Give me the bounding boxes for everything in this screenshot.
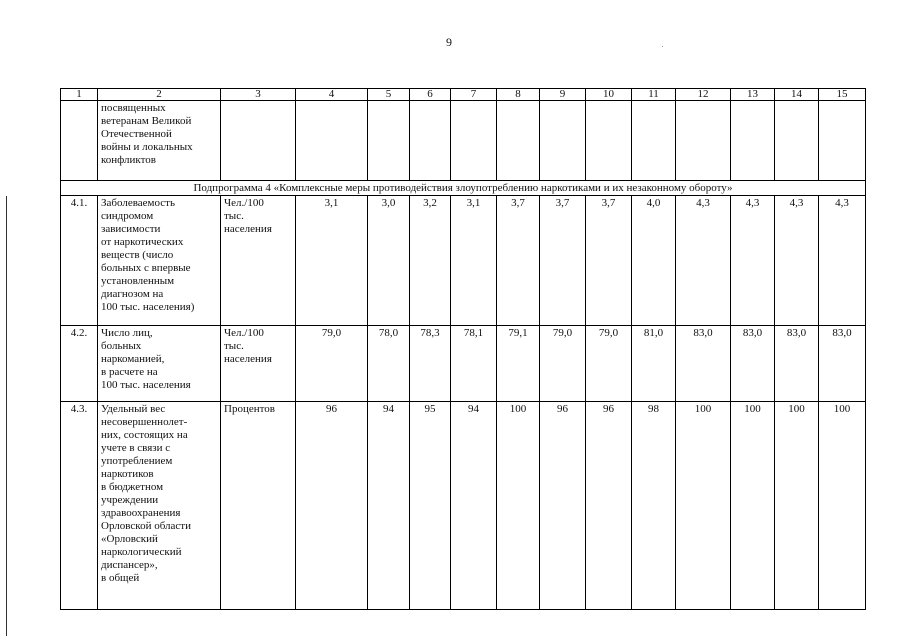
column-number: 6: [410, 89, 451, 101]
scan-artifact: [662, 46, 663, 47]
value-cell: 4,3: [731, 196, 775, 326]
value-cell: 96: [540, 402, 586, 610]
value-cell: 4,3: [775, 196, 819, 326]
value-cell: 3,1: [451, 196, 497, 326]
column-number: 15: [819, 89, 866, 101]
column-number: 12: [676, 89, 731, 101]
row-number: 4.1.: [61, 196, 98, 326]
row-number: [61, 101, 98, 181]
indicator-name: Удельный вес несовершеннолет- них, состоящих на учете в связи с употреблением наркотиков в бюджетном учреждении здравоохранения Орловской области «Орловский наркологический диспансер», в общей: [98, 402, 221, 610]
subprogram-title: Подпрограмма 4 «Комплексные меры противодействия злоупотреблению наркотиками и их незаконному обороту»: [61, 181, 866, 196]
value-cell: 98: [632, 402, 676, 610]
value-cell: 96: [586, 402, 632, 610]
value-cell: 94: [368, 402, 410, 610]
value-cell: 83,0: [731, 326, 775, 402]
value-cell: 3,2: [410, 196, 451, 326]
value-cell: 4,0: [632, 196, 676, 326]
value-cell: [296, 101, 368, 181]
column-number: 1: [61, 89, 98, 101]
column-number: 8: [497, 89, 540, 101]
column-number: 13: [731, 89, 775, 101]
row-number: 4.2.: [61, 326, 98, 402]
value-cell: 3,1: [296, 196, 368, 326]
value-cell: 78,3: [410, 326, 451, 402]
unit-cell: Чел./100 тыс. населения: [221, 326, 296, 402]
value-cell: 100: [775, 402, 819, 610]
indicator-name: Заболеваемость синдромом зависимости от наркотических веществ (число больных с впервые установленным диагнозом на 100 тыс. населения): [98, 196, 221, 326]
value-cell: 3,7: [586, 196, 632, 326]
binding-margin-line: [6, 196, 7, 636]
column-number: 10: [586, 89, 632, 101]
row-number: 4.3.: [61, 402, 98, 610]
value-cell: 83,0: [819, 326, 866, 402]
value-cell: 78,0: [368, 326, 410, 402]
column-number: 11: [632, 89, 676, 101]
value-cell: 81,0: [632, 326, 676, 402]
table-row: [61, 402, 866, 610]
value-cell: 4,3: [819, 196, 866, 326]
value-cell: 100: [497, 402, 540, 610]
value-cell: 83,0: [676, 326, 731, 402]
value-cell: 79,0: [296, 326, 368, 402]
column-number: 14: [775, 89, 819, 101]
unit-cell: Процентов: [221, 402, 296, 610]
value-cell: 3,7: [497, 196, 540, 326]
value-cell: 100: [819, 402, 866, 610]
value-cell: 4,3: [676, 196, 731, 326]
value-cell: 79,1: [497, 326, 540, 402]
value-cell: [731, 101, 775, 181]
value-cell: 94: [451, 402, 497, 610]
value-cell: 100: [676, 402, 731, 610]
table-row: [61, 196, 866, 326]
indicators-table: [60, 88, 866, 610]
value-cell: 79,0: [540, 326, 586, 402]
value-cell: [586, 101, 632, 181]
column-number: 3: [221, 89, 296, 101]
value-cell: 3,7: [540, 196, 586, 326]
value-cell: [451, 101, 497, 181]
value-cell: [632, 101, 676, 181]
value-cell: 83,0: [775, 326, 819, 402]
column-number: 5: [368, 89, 410, 101]
value-cell: [676, 101, 731, 181]
value-cell: 3,0: [368, 196, 410, 326]
column-number: 9: [540, 89, 586, 101]
value-cell: 79,0: [586, 326, 632, 402]
value-cell: [540, 101, 586, 181]
value-cell: [410, 101, 451, 181]
page-number: 9: [446, 35, 452, 49]
unit-cell: Чел./100 тыс. населения: [221, 196, 296, 326]
value-cell: [368, 101, 410, 181]
value-cell: [819, 101, 866, 181]
value-cell: 78,1: [451, 326, 497, 402]
value-cell: 96: [296, 402, 368, 610]
column-number: 4: [296, 89, 368, 101]
value-cell: 95: [410, 402, 451, 610]
indicator-name: Число лиц, больных наркоманией, в расчете на 100 тыс. населения: [98, 326, 221, 402]
value-cell: [497, 101, 540, 181]
table-row: [61, 326, 866, 402]
subprogram-row: [61, 181, 866, 196]
unit-cell: [221, 101, 296, 181]
value-cell: 100: [731, 402, 775, 610]
carryover-row: [61, 101, 866, 181]
column-number: 2: [98, 89, 221, 101]
indicator-name: посвященных ветеранам Великой Отечественной войны и локальных конфликтов: [98, 101, 221, 181]
column-numbers-row: [61, 89, 866, 101]
value-cell: [775, 101, 819, 181]
column-number: 7: [451, 89, 497, 101]
